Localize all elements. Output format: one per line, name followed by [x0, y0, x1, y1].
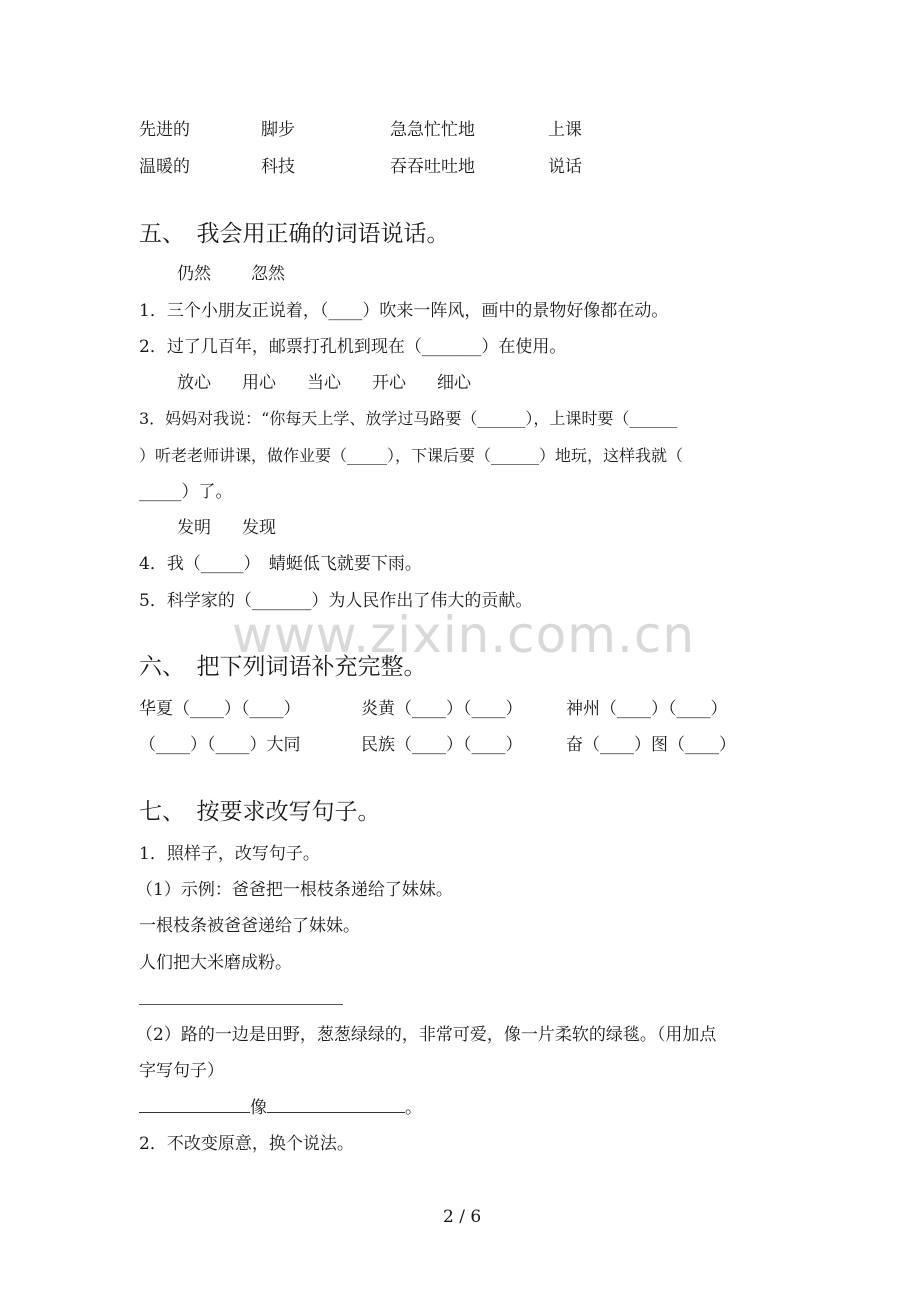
fill-idiom: 炎黄（____）（____）	[361, 699, 523, 719]
word-option: 发明	[177, 518, 211, 538]
question-7-1-example: （1）示例：爸爸把一根枝条递给了妹妹。	[136, 880, 453, 900]
question-5-3-line-2: ）听老老师讲课，做作业要（_____），下课后要（______）地玩，这样我就（	[139, 446, 684, 465]
section-6-title: 六、 把下列词语补充完整。	[139, 654, 427, 680]
question-7-1-example-answer: 一根枝条被爸爸递给了妹妹。	[139, 916, 360, 936]
fill-idiom: 民族（____）（____）	[361, 735, 523, 755]
match-word: 急急忙忙地	[390, 120, 475, 140]
word-option: 发现	[242, 518, 276, 538]
answer-blank	[139, 1098, 250, 1113]
word-option: 当心	[307, 373, 341, 393]
fill-idiom: （____）（____）大同	[139, 735, 301, 755]
question-7-2: 2．不改变原意，换个说法。	[139, 1134, 354, 1154]
section-5-title: 五、 我会用正确的词语说话。	[139, 221, 450, 247]
fill-idiom: 神州（____）（____）	[566, 699, 728, 719]
match-word: 脚步	[261, 120, 295, 140]
fill-idiom: 奋（____）图（____）	[566, 735, 736, 755]
question-7-1-2-line-1: （2）路的一边是田野，葱葱绿绿的，非常可爱，像一片柔软的绿毯。（用加点	[136, 1025, 717, 1045]
match-word: 上课	[548, 120, 582, 140]
match-word: 说话	[548, 157, 582, 177]
word-option: 仍然	[177, 264, 211, 284]
question-5-4: 4．我（_____） 蜻蜓低飞就要下雨。	[139, 554, 422, 574]
question-7-1-2-line-2: 字写句子）	[139, 1061, 224, 1081]
watermark: www.zixin.com.cn	[232, 606, 696, 664]
answer-blank	[267, 1098, 405, 1113]
question-5-5: 5．科学家的（_______）为人民作出了伟大的贡献。	[139, 591, 533, 611]
match-word: 科技	[261, 157, 295, 177]
question-5-2: 2．过了几百年，邮票打孔机到现在（_______）在使用。	[139, 337, 567, 357]
fill-idiom: 华夏（____）（____）	[139, 699, 301, 719]
word-option: 细心	[437, 373, 471, 393]
question-7-1: 1．照样子，改写句子。	[139, 844, 320, 864]
section-7-title: 七、 按要求改写句子。	[139, 799, 381, 825]
word-option: 用心	[242, 373, 276, 393]
match-word: 温暖的	[139, 157, 190, 177]
answer-connector-word: 像	[250, 1098, 267, 1118]
answer-line	[139, 1004, 343, 1005]
page-number: 2 / 6	[443, 1207, 482, 1227]
match-word: 吞吞吐吐地	[390, 157, 475, 177]
word-option: 开心	[372, 373, 406, 393]
question-7-1-task: 人们把大米磨成粉。	[139, 953, 292, 973]
question-5-3-line-1: 3．妈妈对我说：“你每天上学、放学过马路要（______），上课时要（______	[139, 409, 678, 428]
word-option: 忽然	[251, 264, 285, 284]
match-word: 先进的	[139, 120, 190, 140]
question-5-3-line-3: _____）了。	[139, 482, 233, 502]
answer-fill-line	[139, 1097, 422, 1119]
word-option: 放心	[177, 373, 211, 393]
question-5-1: 1．三个小朋友正说着，（____）吹来一阵风，画中的景物好像都在动。	[139, 301, 669, 321]
answer-end-mark: 。	[405, 1098, 422, 1118]
